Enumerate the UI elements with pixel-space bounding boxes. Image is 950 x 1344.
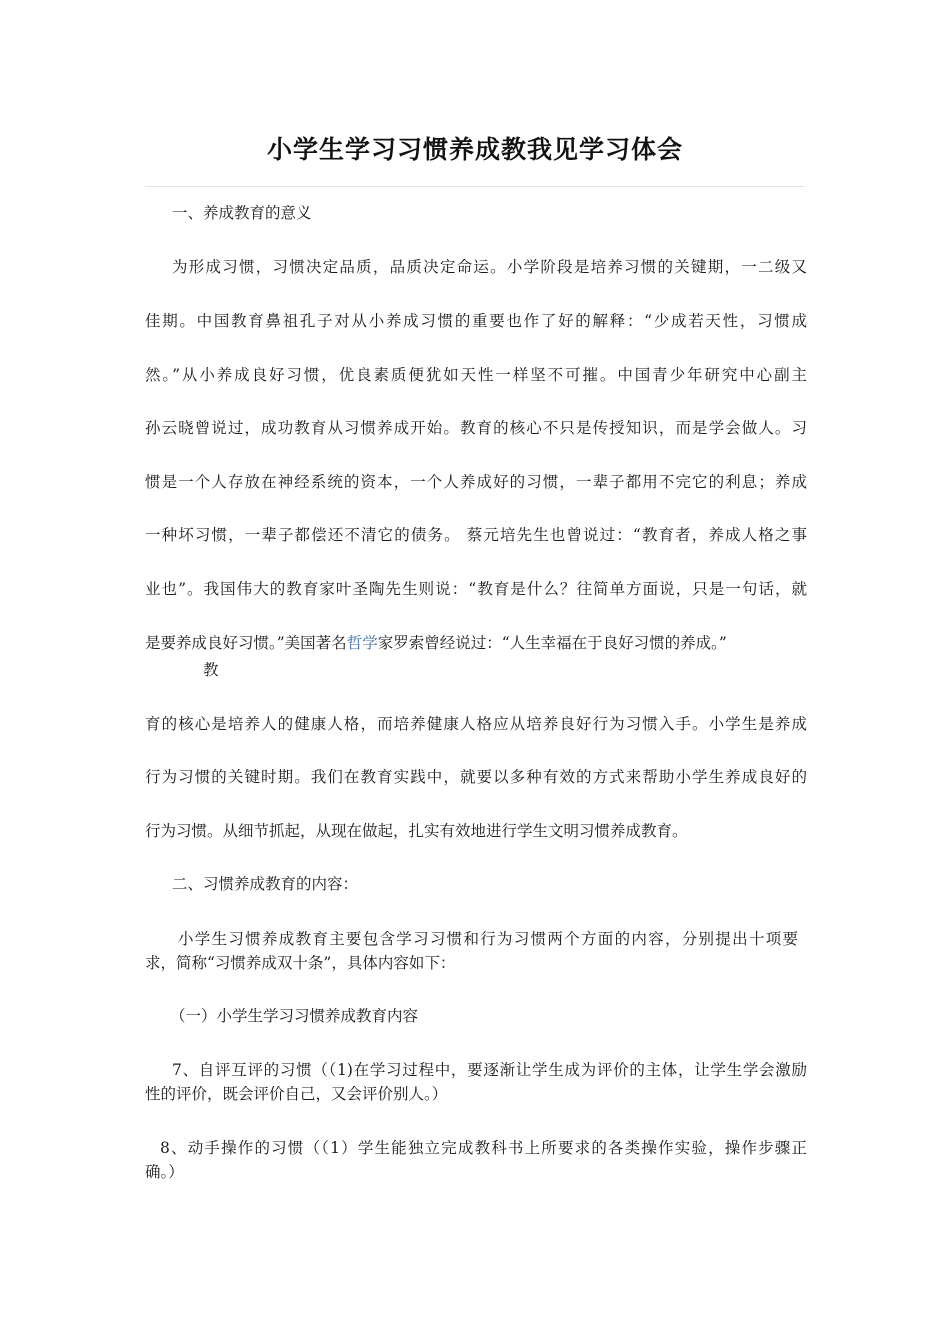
line-text: 是要养成良好习惯。”美国著名 xyxy=(145,634,347,652)
document-title: 小学生学习习惯养成教我见学习体会 xyxy=(266,135,683,164)
section-heading-meaning: 一、养成教育的意义 xyxy=(172,204,312,222)
list-item-line: 7、自评互评的习惯（（1)在学习过程中，要逐渐让学生成为评价的主体，让学生学会激励 xyxy=(172,1061,807,1079)
paragraph-line: 求，简称“习惯养成双十条”，具体内容如下： xyxy=(145,954,456,972)
list-item-line: 确。） xyxy=(145,1163,184,1181)
list-item-line: 8、动手操作的习惯（（1）学生能独立完成教科书上所要求的各类操作实验，操作步骤正 xyxy=(160,1139,807,1157)
paragraph-line xyxy=(145,631,807,655)
philosophy-link[interactable]: 哲学 xyxy=(346,634,378,652)
paragraph-line: 孙云晓曾说过，成功教育从习惯养成开始。教育的核心不只是传授知识，而是学会做人。习 xyxy=(145,419,807,437)
paragraph-line: 行为习惯的关键时期。我们在教育实践中，就要以多种有效的方式来帮助小学生养成良好的 xyxy=(145,768,807,786)
paragraph-line: 惯是一个人存放在神经系统的资本，一个人养成好的习惯，一辈子都用不完它的利息；养成 xyxy=(145,473,807,491)
section-heading-content: 二、习惯养成教育的内容： xyxy=(172,875,359,893)
paragraph-line: 一种坏习惯，一辈子都偿还不清它的债务。 蔡元培先生也曾说过：“教育者，养成人格之事 xyxy=(145,526,807,544)
paragraph-line: 然。”从小养成良好习惯，优良素质便犹如天性一样坚不可摧。中国青少年研究中心副主 xyxy=(145,366,807,384)
paragraph-line: 为形成习惯，习惯决定品质，品质决定命运。小学阶段是培养习惯的关键期，一二级又 xyxy=(172,258,807,276)
title-divider xyxy=(145,186,805,187)
paragraph-line: 行为习惯。从细节抓起，从现在做起，扎实有效地进行学生文明习惯养成教育。 xyxy=(145,822,688,840)
subsection-heading: （一）小学生学习习惯养成教育内容 xyxy=(170,1007,419,1025)
paragraph-line: 业也”。我国伟大的教育家叶圣陶先生则说：“教育是什么？往简单方面说，只是一句话，就 xyxy=(145,580,807,598)
paragraph-line: 育的核心是培养人的健康人格，而培养健康人格应从培养良好行为习惯入手。小学生是养成 xyxy=(145,715,807,733)
list-item-line: 性的评价，既会评价自己，又会评价别人。） xyxy=(145,1085,448,1103)
paragraph-line: 佳期。中国教育鼻祖孔子对从小养成习惯的重要也作了好的解释：“少成若天性，习惯成 xyxy=(145,312,807,330)
paragraph-line: 教 xyxy=(203,661,219,679)
line-text: 家罗索曾经说过：“人生幸福在于良好习惯的养成。” xyxy=(377,634,727,652)
paragraph-line: 小学生习惯养成教育主要包含学习习惯和行为习惯两个方面的内容，分别提出十项要 xyxy=(178,930,798,948)
